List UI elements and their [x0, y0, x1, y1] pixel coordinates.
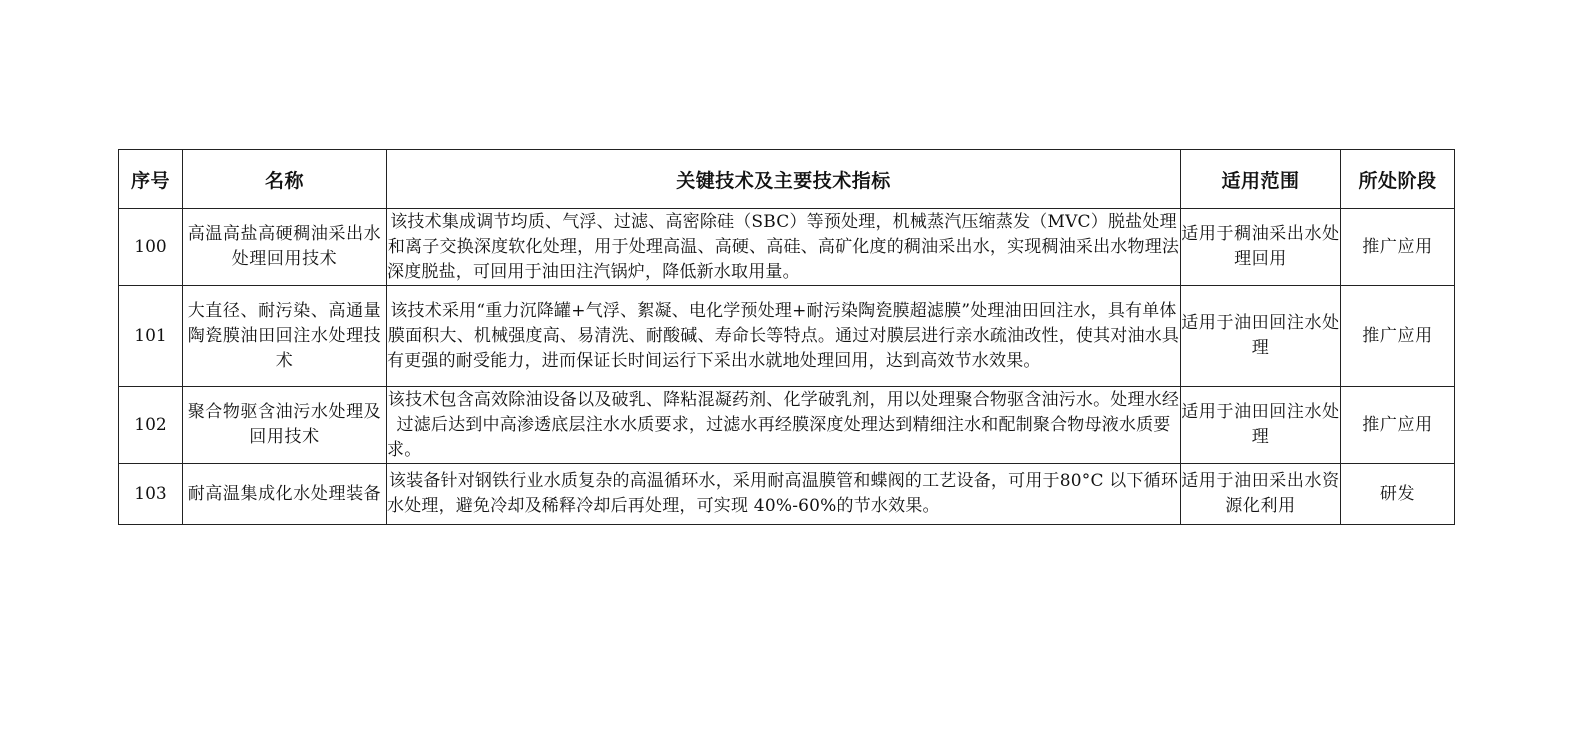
- header-name: 名称: [183, 150, 387, 209]
- development-stage: 推广应用: [1341, 209, 1455, 286]
- table-row: [119, 387, 1455, 464]
- header-tech: 关键技术及主要技术指标: [387, 150, 1181, 209]
- development-stage: 推广应用: [1341, 387, 1455, 464]
- table-header-row: [119, 150, 1455, 209]
- table-row: [119, 464, 1455, 525]
- table-row: [119, 209, 1455, 286]
- application-scope: 适用于油田回注水处理: [1181, 286, 1341, 387]
- technology-description: 该装备针对钢铁行业水质复杂的高温循环水，采用耐高温膜管和蝶阀的工艺设备，可用于80°C 以下循环水处理，避免冷却及稀释冷却后再处理，可实现 40%-60%的节水效果。: [387, 464, 1181, 525]
- header-scope: 适用范围: [1181, 150, 1341, 209]
- row-number: 102: [119, 387, 183, 464]
- technology-name: 大直径、耐污染、高通量陶瓷膜油田回注水处理技术: [183, 286, 387, 387]
- technology-table: [118, 149, 1455, 525]
- technology-description: 该技术集成调节均质、气浮、过滤、高密除硅（SBC）等预处理，机械蒸汽压缩蒸发（MVC）脱盐处理和离子交换深度软化处理，用于处理高温、高硬、高硅、高矿化度的稠油采出水，实现稠油采出水物理法深度脱盐，可回用于油田注汽锅炉，降低新水取用量。: [387, 209, 1181, 286]
- development-stage: 推广应用: [1341, 286, 1455, 387]
- technology-name: 聚合物驱含油污水处理及回用技术: [183, 387, 387, 464]
- header-no: 序号: [119, 150, 183, 209]
- technology-description: 该技术采用“重力沉降罐+气浮、絮凝、电化学预处理+耐污染陶瓷膜超滤膜”处理油田回注水，具有单体膜面积大、机械强度高、易清洗、耐酸碱、寿命长等特点。通过对膜层进行亲水疏油改性，使其对油水具有更强的耐受能力，进而保证长时间运行下采出水就地处理回用，达到高效节水效果。: [387, 286, 1181, 387]
- application-scope: 适用于油田回注水处理: [1181, 387, 1341, 464]
- row-number: 100: [119, 209, 183, 286]
- technology-description: 该技术包含高效除油设备以及破乳、降粘混凝药剂、化学破乳剂，用以处理聚合物驱含油污水。处理水经过滤后达到中高渗透底层注水水质要求，过滤水再经膜深度处理达到精细注水和配制聚合物母液水质要求。: [387, 387, 1181, 464]
- technology-name: 耐高温集成化水处理装备: [183, 464, 387, 525]
- technology-name: 高温高盐高硬稠油采出水处理回用技术: [183, 209, 387, 286]
- row-number: 101: [119, 286, 183, 387]
- development-stage: 研发: [1341, 464, 1455, 525]
- application-scope: 适用于油田采出水资源化利用: [1181, 464, 1341, 525]
- header-stage: 所处阶段: [1341, 150, 1455, 209]
- application-scope: 适用于稠油采出水处理回用: [1181, 209, 1341, 286]
- row-number: 103: [119, 464, 183, 525]
- table-row: [119, 286, 1455, 387]
